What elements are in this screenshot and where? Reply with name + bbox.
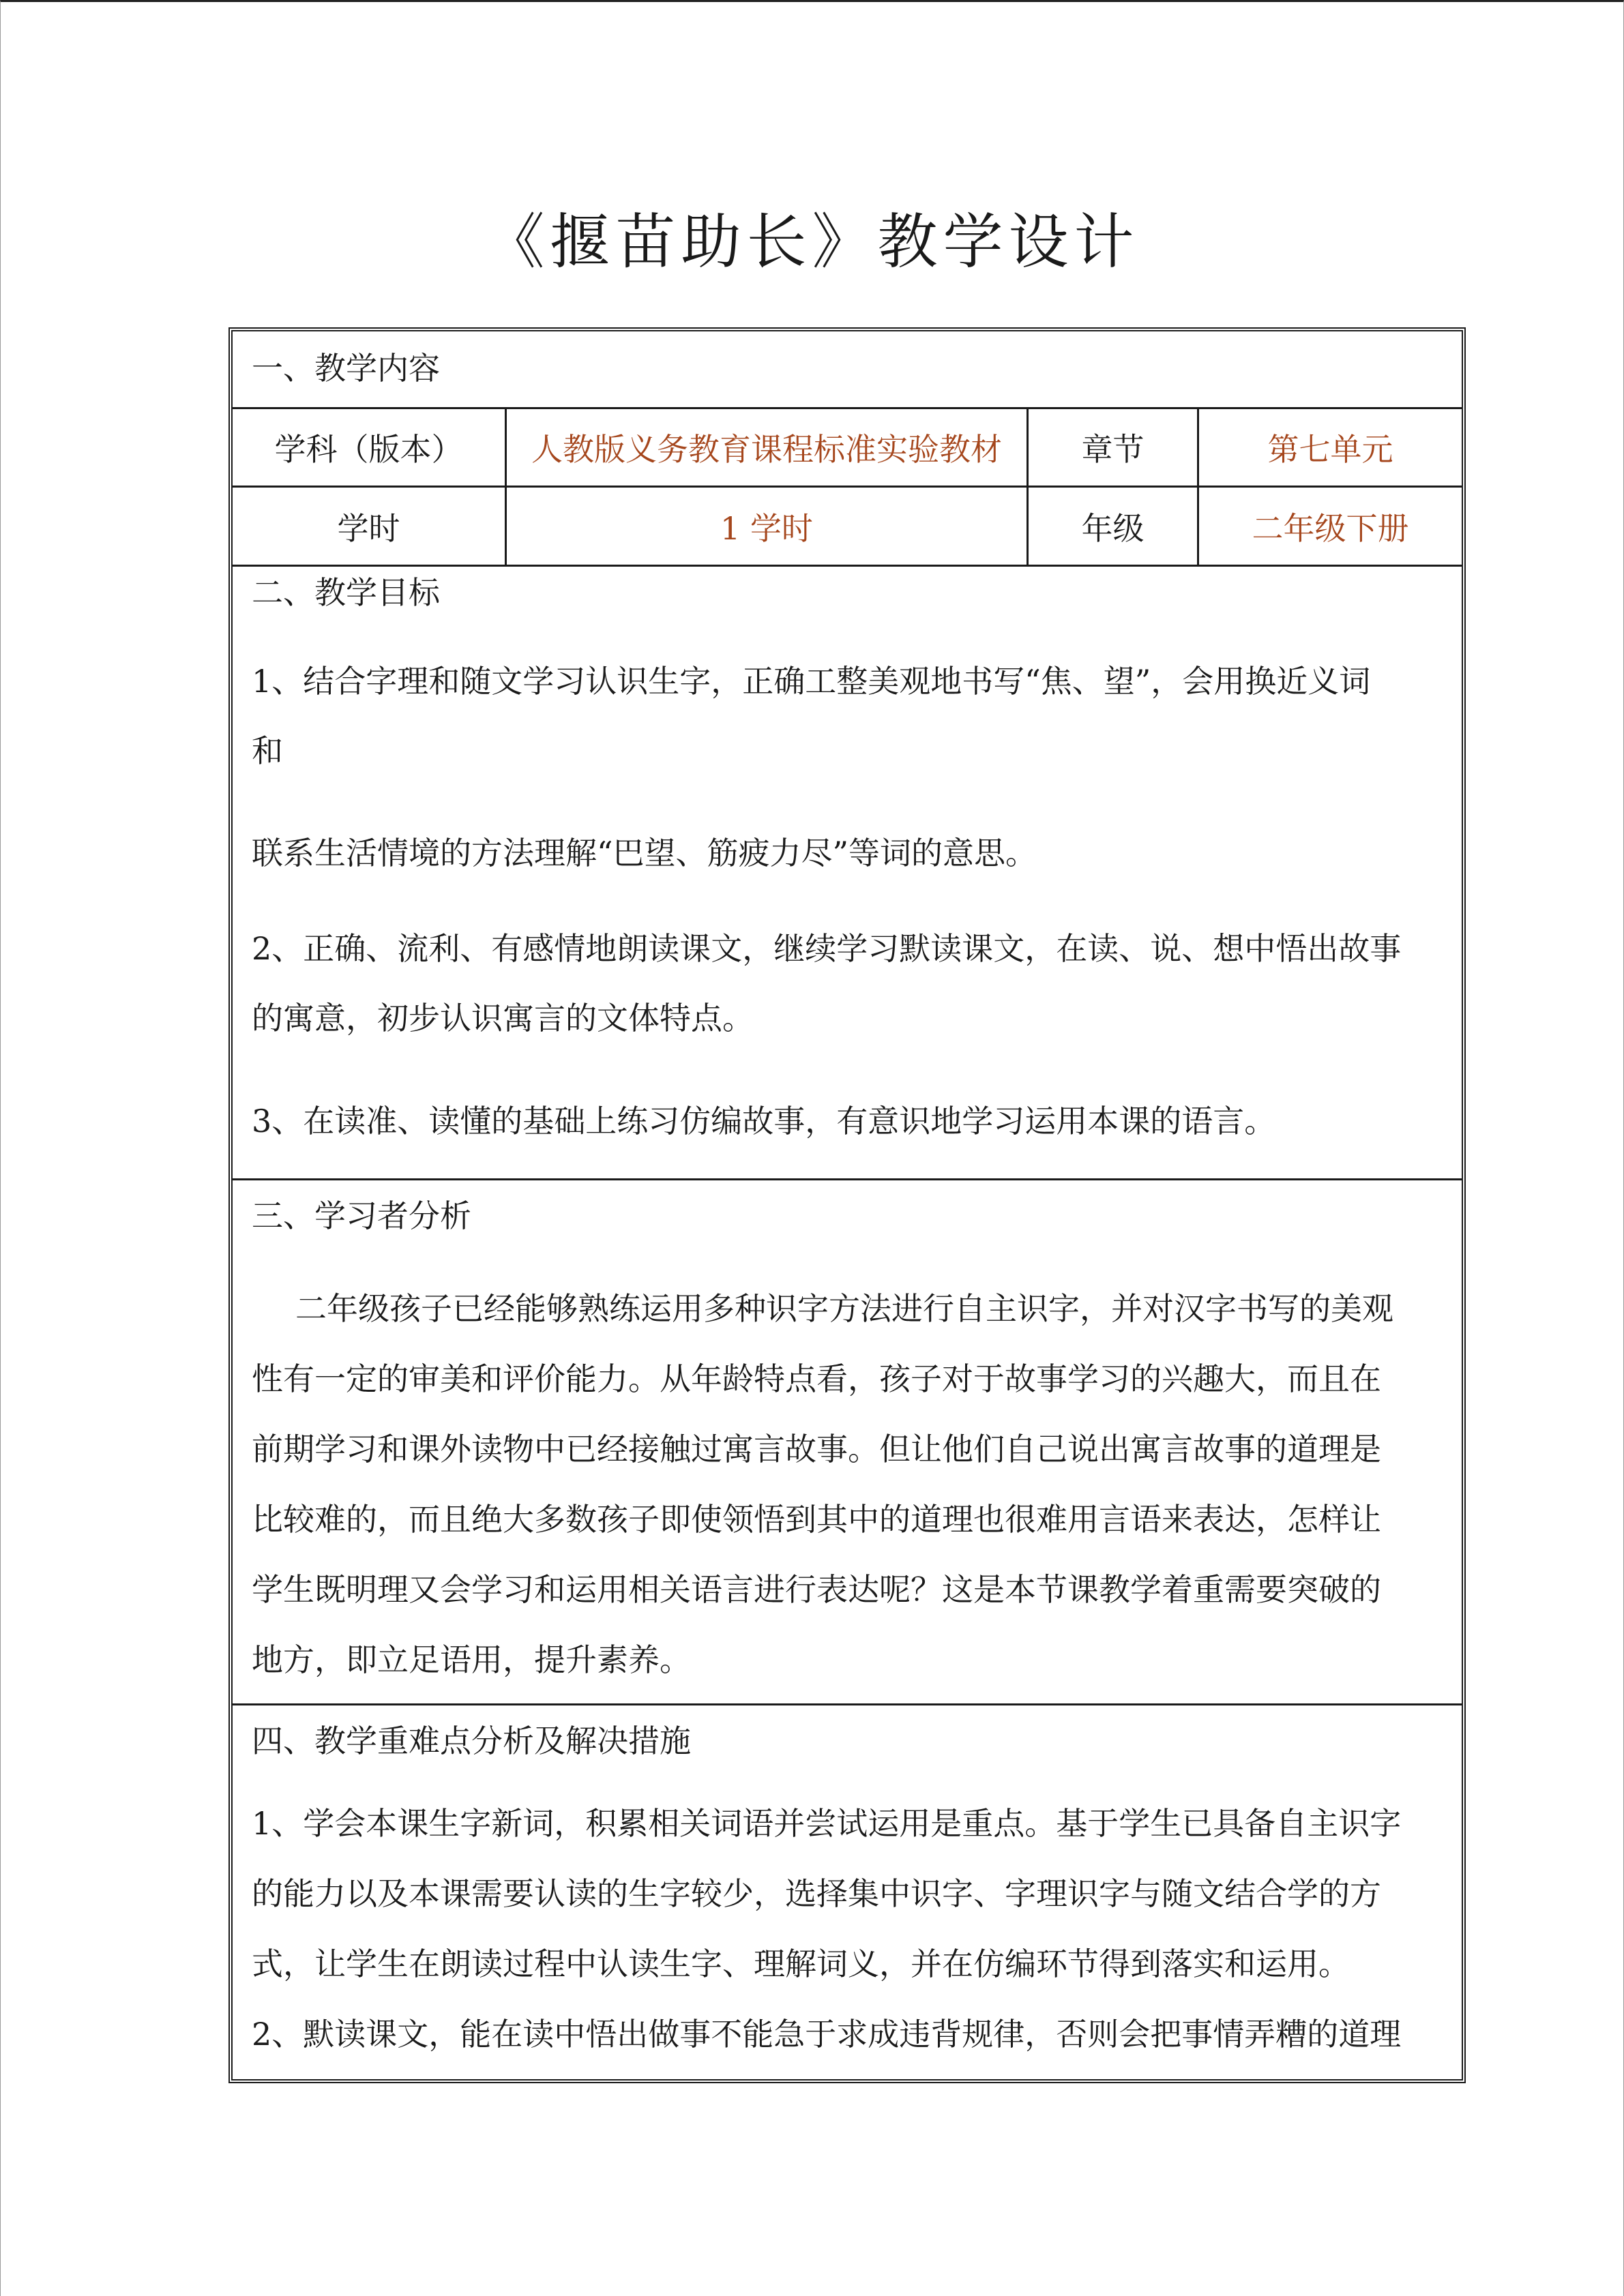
section1-heading: 一、教学内容 (252, 350, 440, 387)
analysis-line: 学生既明理又会学习和运用相关语言进行表达呢？这是本节课教学着重需要突破的 (252, 1571, 1381, 1608)
section1-row (233, 331, 1462, 409)
grade-value: 二年级下册 (1197, 488, 1462, 565)
goal2-line2: 的寓意，初步认识寓言的文体特点。 (252, 1000, 754, 1037)
analysis-line: 地方，即立足语用，提升素养。 (252, 1641, 691, 1678)
goal2-line1: 2、正确、流利、有感情地朗读课文，继续学习默读课文，在读、说、想中悟出故事 (252, 930, 1402, 967)
subject-row (233, 409, 1462, 488)
grade-label: 年级 (1027, 488, 1197, 565)
subject-value: 人教版义务教育课程标准实验教材 (505, 409, 1027, 486)
section2-heading: 二、教学目标 (252, 574, 440, 611)
section4-row (233, 1705, 1462, 2079)
analysis-line: 比较难的，而且绝大多数孩子即使领悟到其中的道理也很难用言语来表达，怎样让 (252, 1501, 1381, 1538)
keypoint-line: 2、默读课文，能在读中悟出做事不能急于求成违背规律，否则会把事情弄糟的道理 (252, 2016, 1402, 2053)
goal1-line2: 和 (252, 732, 283, 769)
analysis-line: 前期学习和课外读物中已经接触过寓言故事。但让他们自己说出寓言故事的道理是 (252, 1431, 1381, 1467)
goal1-line1: 1、结合字理和随文学习认识生字，正确工整美观地书写“焦、望”，会用换近义词 (252, 663, 1371, 700)
keypoint-line: 式，让学生在朗读过程中认读生字、理解词义，并在仿编环节得到落实和运用。 (252, 1945, 1350, 1982)
section3-row (233, 1180, 1462, 1705)
document-title: 《揠苗助长》教学设计 (484, 207, 1140, 277)
keypoint-line: 的能力以及本课需要认读的生字较少，选择集中识字、字理识字与随文结合学的方 (252, 1875, 1381, 1912)
chapter-label: 章节 (1027, 409, 1197, 486)
hours-row (233, 488, 1462, 567)
section3-heading: 三、学习者分析 (252, 1197, 471, 1234)
goal1-line3: 联系生活情境的方法理解“巴望、筋疲力尽”等词的意思。 (252, 835, 1037, 871)
section4-heading: 四、教学重难点分析及解决措施 (252, 1723, 691, 1759)
hours-label: 学时 (337, 509, 400, 547)
analysis-line: 性有一定的审美和评价能力。从年龄特点看，孩子对于故事学习的兴趣大，而且在 (252, 1360, 1381, 1397)
chapter-value: 第七单元 (1197, 409, 1462, 486)
goal3-line: 3、在读准、读懂的基础上练习仿编故事，有意识地学习运用本课的语言。 (252, 1103, 1276, 1139)
section2-row (233, 567, 1462, 1180)
hours-value: 1 学时 (505, 488, 1027, 565)
lesson-plan-table (228, 327, 1466, 2083)
keypoint-line: 1、学会本课生字新词，积累相关词语并尝试运用是重点。基于学生已具备自主识字 (252, 1805, 1402, 1842)
subject-label: 学科（版本） (274, 431, 463, 468)
analysis-line: 二年级孩子已经能够熟练运用多种识字方法进行自主识字，并对汉字书写的美观 (295, 1290, 1393, 1327)
